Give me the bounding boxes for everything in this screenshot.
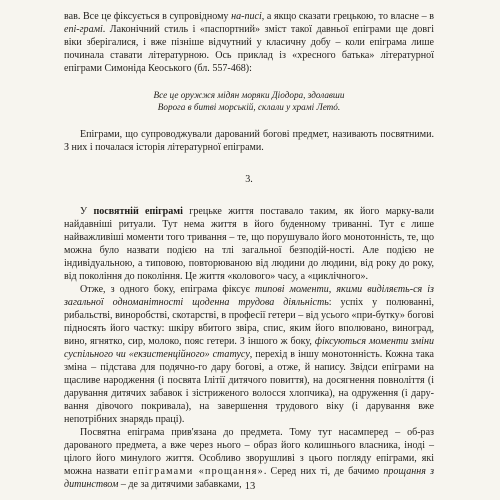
p1-text-b: грецьке життя поставало таким, як його марку-вали найдавніші ритуали. Тут нема життя в його буденному триванні. Тут є лише найважливіші моменти того тривання – те, що порушувало його монотонність, те, що можна було назвати подією на тлі загальної безподій-ності. Але подією не індивідуальною, а типовою, повторюваною від людини до людини, від року до року, від покоління до покоління. Це життя «колового» часу, а «циклічного». [64,205,434,282]
intro-text-b: , а якщо сказати грецькою, то власне – в [261,11,434,22]
p2-italic-2: фіксуються моменти зміни суспільного чи «екзистенційного» статусу [64,335,434,360]
intro-italic-inscription: на-писі [231,11,262,22]
p3-text-c: – де за дитячими забавками, [118,479,242,491]
intro-paragraph [64,10,434,75]
p2-italic-1: типові моменти, якими виділяєть-ся із загальної одноманітності щоденна трудова діяльність [64,283,434,308]
p3-spaced-term: епіграмами «прощання» [132,466,264,478]
p1-text-a: У [80,205,94,217]
intro-italic-epigram: епі-грамі [64,24,103,36]
verse-line-2: Ворога в битві морській, склали у храмі Летó. [157,102,341,113]
p2-text-c: , перехід в іншу монотонність. Кожна така зміна – підстава для подячно-го дару богові, а отже, й напису. Звідси епіграми на щасливе народження (і посвята Ілітії дитячого повиття), на досягнення повноліття (і дарування дитячих забавок і зістриженого волосся хлопчика), на одруження (і дару-вання дівочого покривала), на завершення трудового віку (і дарування вже непотрібних знарядь праці). [64,348,434,425]
paragraph-1 [64,205,434,283]
paragraph-2 [64,283,434,426]
intro-text-c: . Лаконічний стиль і «паспортний» зміст такої давньої епіграми ще довгі віки зберігалися, і вже пізніше відчутний у класичну добу – коли епіграма лише починала ставати літературною. Ось приклад із «хресного батька» літературної епіграми Симоніда Кеоського (бл. 557-468): [64,24,434,75]
p1-bold-term: посвятній епіграмі [93,205,183,217]
p2-text-a: Отже, з одного боку, епіграма фіксує [80,283,256,295]
dedicated-paragraph: Епіграми, що супроводжували дарований богові предмет, називають посвятними. З них і почалася історія літературної епіграми. [64,128,434,153]
section-number: 3. [245,173,253,185]
p3-text-b: . Серед них ті, де бачимо [263,466,384,478]
p2-text-b: : успіх у полюванні, рибальстві, виноробстві, скотарстві, в професії гетери – від усього «при-бутку» богові підносять його частку: шкіру вбитого звіра, спис, яким його вполювано, виноград, вино, ягнятко, сир, молоко, пояс гетери. З іншого ж боку, [64,296,434,347]
page-number: 13 [244,481,256,492]
p3-italic: прощання з дитинством [64,466,434,491]
p3-text-a: Посвятна епіграма прив'язана до предмета. Тому тут насамперед – об-раз дарованого предмета, а вже через нього – образ його колишнього власника, іноді – цілого його минулого життя. Особливо зворушливі з цього погляду епіграми, які можна назвати [64,426,434,478]
verse-line-1: Все це оружжя мідян моряки Діодора, здолавши [153,90,345,101]
intro-text-a: вав. Все це фіксується в супровідному [64,11,232,22]
verse-quote [64,89,434,114]
